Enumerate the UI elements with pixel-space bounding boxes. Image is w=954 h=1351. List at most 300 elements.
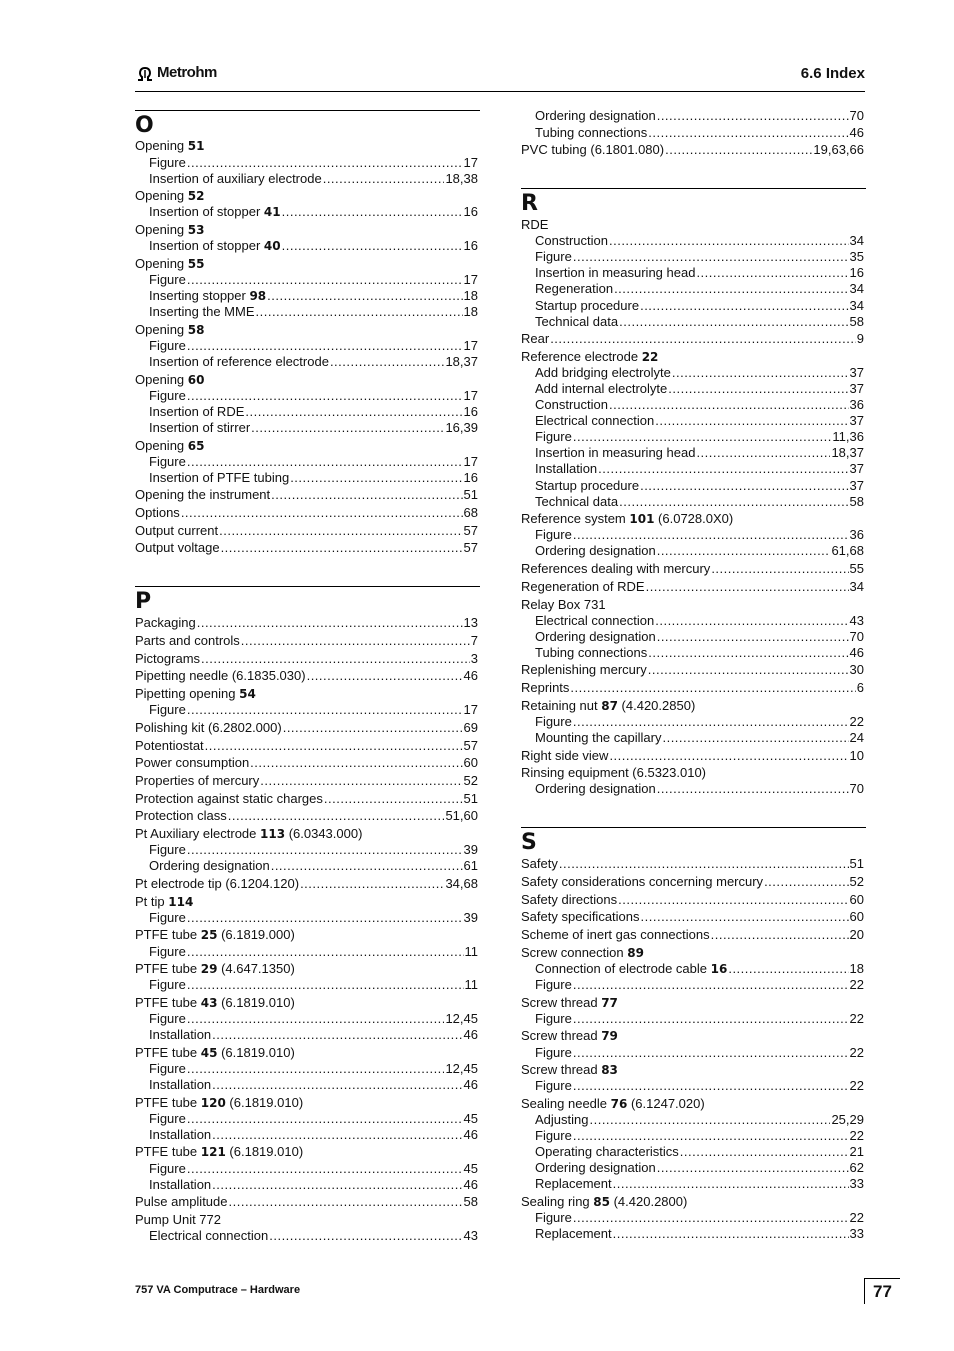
entry-item-number: 120 (200, 1096, 226, 1110)
index-entry (135, 487, 478, 503)
dot-leader (212, 1027, 462, 1043)
entry-text (135, 1111, 186, 1127)
entry-text (135, 808, 227, 824)
entry-text (135, 1095, 303, 1111)
entry-page-ref: 13 (463, 615, 478, 630)
entry-term: Add bridging electrolyte (535, 365, 671, 380)
index-subentry (521, 714, 864, 730)
dot-leader (212, 1077, 462, 1093)
dot-leader (696, 445, 830, 461)
entry-page-ref: 61,68 (831, 543, 864, 558)
entry-text (135, 238, 281, 254)
entry-text (521, 1210, 572, 1226)
entry-text (521, 579, 645, 595)
entry-item-number: 22 (641, 350, 659, 364)
dot-leader (619, 314, 848, 330)
entry-term: Polishing kit (6.2802.000) (135, 720, 282, 735)
index-entry (521, 892, 864, 908)
entry-page-ref: 33 (849, 1226, 864, 1241)
index-entry (135, 791, 478, 807)
entry-item-number: 16 (710, 962, 728, 976)
entry-text (521, 413, 654, 429)
entry-page-ref: 57 (463, 523, 478, 538)
index-subentry (521, 1112, 864, 1128)
index-subentry (521, 961, 864, 977)
entry-text (521, 680, 569, 696)
entry-text (521, 1226, 612, 1242)
index-entry (135, 1095, 478, 1111)
index-letter-heading: P (135, 589, 152, 614)
entry-page-ref: 17 (463, 388, 478, 403)
entry-term: Protection class (135, 808, 227, 823)
entry-term: Inserting the MME (149, 304, 255, 319)
dot-leader (657, 108, 849, 124)
entry-term: Safety specifications (521, 909, 640, 924)
dot-leader (728, 961, 848, 977)
index-entry (135, 826, 478, 842)
entry-term: Opening (135, 188, 188, 203)
entry-item-number: 89 (627, 946, 644, 960)
index-subentry (135, 404, 478, 420)
entry-item-number: 114 (168, 895, 194, 909)
entry-page-ref: 22 (849, 1128, 864, 1143)
dot-leader (228, 808, 445, 824)
index-entry (521, 909, 864, 925)
index-entry (521, 874, 864, 890)
dot-leader (187, 1011, 445, 1027)
dot-leader (609, 748, 848, 764)
dot-leader (251, 420, 444, 436)
entry-item-number: 76 (610, 1097, 628, 1111)
index-subentry (521, 265, 864, 281)
entry-page-ref: 17 (463, 454, 478, 469)
dot-leader (330, 354, 445, 370)
entry-term: Pt electrode tip (6.1204.120) (135, 876, 300, 891)
dot-leader (290, 470, 462, 486)
dot-leader (187, 155, 463, 171)
dot-leader (573, 1011, 849, 1027)
dot-leader (271, 858, 463, 874)
index-subentry (135, 238, 478, 254)
entry-page-ref: 22 (849, 1045, 864, 1060)
entry-term: Replacement (535, 1176, 612, 1191)
dot-leader (655, 613, 848, 629)
dot-leader (672, 365, 849, 381)
index-subentry (521, 1078, 864, 1094)
entry-term: Opening (135, 438, 188, 453)
dot-leader (187, 1061, 445, 1077)
entry-text (135, 1161, 186, 1177)
entry-text (135, 438, 204, 454)
entry-page-ref: 22 (849, 1011, 864, 1026)
entry-term: Tubing connections (535, 125, 648, 140)
entry-page-ref: 24 (849, 730, 864, 745)
entry-text (135, 454, 186, 470)
entry-text (521, 1112, 588, 1128)
entry-text (135, 668, 306, 684)
entry-text (135, 155, 186, 171)
entry-text (521, 977, 572, 993)
dot-leader (614, 281, 848, 297)
entry-page-ref: 34 (849, 579, 864, 594)
brand-logo (135, 64, 217, 81)
entry-term: Electrical connection (149, 1228, 269, 1243)
index-entry (521, 217, 864, 233)
index-entry (135, 927, 478, 943)
dot-leader (256, 304, 463, 320)
dot-leader (573, 977, 849, 993)
dot-leader (267, 288, 462, 304)
entry-term: Operating characteristics (535, 1144, 679, 1159)
dot-leader (573, 1210, 849, 1226)
index-subentry (135, 1011, 478, 1027)
index-subentry (521, 1128, 864, 1144)
dot-leader (657, 1160, 849, 1176)
dot-leader (205, 738, 463, 754)
entry-page-ref: 9 (856, 331, 864, 346)
entry-text (521, 365, 671, 381)
entry-term: Figure (149, 842, 186, 857)
index-entry (135, 1194, 478, 1210)
entry-term: Properties of mercury (135, 773, 260, 788)
entry-term: Relay Box 731 (521, 597, 606, 612)
entry-text (135, 470, 289, 486)
entry-page-ref: 18 (849, 961, 864, 976)
entry-page-ref: 60 (849, 909, 864, 924)
index-subentry (135, 977, 478, 993)
entry-page-ref: 36 (849, 527, 864, 542)
index-subentry (521, 445, 864, 461)
index-subentry (521, 629, 864, 645)
index-subentry (521, 233, 864, 249)
entry-page-ref: 51,60 (445, 808, 478, 823)
entry-item-number: 87 (601, 699, 618, 713)
index-subentry (521, 314, 864, 330)
entry-order-number: (6.1819.010) (217, 995, 295, 1010)
entry-page-ref: 19,63,66 (813, 142, 864, 157)
dot-leader (655, 413, 848, 429)
entry-text (135, 523, 218, 539)
dot-leader (573, 714, 849, 730)
entry-page-ref: 58 (849, 314, 864, 329)
entry-term: Connection of electrode cable (535, 961, 711, 976)
dot-leader (324, 791, 463, 807)
entry-term: Safety (521, 856, 558, 871)
entry-term: Insertion of PTFE tubing (149, 470, 290, 485)
entry-text (135, 773, 259, 789)
entry-term: Startup procedure (535, 478, 640, 493)
index-entry (135, 138, 478, 154)
entry-page-ref: 51 (463, 487, 478, 502)
entry-page-ref: 16 (463, 204, 478, 219)
entry-term: Ordering designation (535, 1160, 656, 1175)
entry-order-number: (6.1819.010) (217, 1045, 295, 1060)
entry-page-ref: 34 (849, 281, 864, 296)
entry-page-ref: 18 (463, 288, 478, 303)
entry-page-ref: 16 (463, 404, 478, 419)
entry-item-number: 65 (187, 439, 205, 453)
entry-order-number: (6.1819.010) (225, 1095, 304, 1110)
entry-term: Insertion of stirrer (149, 420, 251, 435)
entry-page-ref: 57 (463, 738, 478, 753)
dot-leader (187, 842, 463, 858)
entry-text (521, 561, 710, 577)
index-subentry (135, 842, 478, 858)
index-subentry (135, 1127, 478, 1143)
entry-page-ref: 22 (849, 977, 864, 992)
index-entry (135, 222, 478, 238)
entry-text (521, 381, 667, 397)
index-entry (135, 738, 478, 754)
entry-page-ref: 46 (463, 1077, 478, 1092)
entry-term: Electrical connection (535, 613, 655, 628)
dot-leader (245, 404, 462, 420)
entry-text (521, 494, 618, 510)
entry-page-ref: 22 (849, 1078, 864, 1093)
entry-order-number: (4.647.1350) (217, 961, 295, 976)
entry-term: Figure (535, 1011, 572, 1026)
entry-order-number: (4.420.2800) (609, 1194, 688, 1209)
entry-term: Construction (535, 233, 608, 248)
index-subentry (521, 461, 864, 477)
index-entry (521, 1062, 864, 1078)
entry-text (521, 961, 727, 977)
entry-term: Opening the instrument (135, 487, 271, 502)
dot-leader (550, 331, 856, 347)
index-subentry (521, 381, 864, 397)
dot-leader (589, 1112, 830, 1128)
dot-leader (573, 429, 832, 445)
dot-leader (641, 909, 849, 925)
dot-leader (212, 1127, 462, 1143)
index-entry (135, 615, 478, 631)
index-entry (521, 1096, 864, 1112)
index-entry (521, 698, 864, 714)
entry-term: Figure (535, 527, 572, 542)
entry-term: Figure (535, 429, 572, 444)
entry-text (135, 826, 362, 842)
entry-page-ref: 39 (463, 842, 478, 857)
entry-page-ref: 37 (849, 478, 864, 493)
index-subentry (521, 413, 864, 429)
index-subentry (521, 1011, 864, 1027)
entry-text (521, 698, 695, 714)
dot-leader (640, 298, 848, 314)
dot-leader (680, 1144, 849, 1160)
entry-item-number: 29 (200, 962, 218, 976)
entry-text (135, 354, 329, 370)
entry-term: Screw thread (521, 1062, 602, 1077)
dot-leader (573, 1128, 849, 1144)
entry-term: Reference system (521, 511, 630, 526)
index-entry (521, 662, 864, 678)
entry-term: Installation (149, 1127, 212, 1142)
index-subentry (135, 155, 478, 171)
entry-order-number: (6.1819.000) (217, 927, 295, 942)
index-subentry (135, 702, 478, 718)
entry-term: Pipetting opening (135, 686, 240, 701)
entry-text (135, 1061, 186, 1077)
entry-text (521, 233, 608, 249)
section-title: 6.6 Index (800, 65, 865, 82)
index-subentry (135, 420, 478, 436)
entry-text (521, 1194, 687, 1210)
index-subentry (521, 281, 864, 297)
entry-text (521, 597, 606, 613)
entry-term: Figure (535, 1210, 572, 1225)
entry-page-ref: 34,68 (445, 876, 478, 891)
entry-term: Replenishing mercury (521, 662, 647, 677)
dot-leader (187, 702, 463, 718)
entry-page-ref: 22 (849, 714, 864, 729)
entry-text (521, 478, 639, 494)
entry-text (135, 876, 299, 892)
entry-page-ref: 34 (849, 233, 864, 248)
entry-term: Pt Auxiliary electrode (135, 826, 261, 841)
dot-leader (662, 730, 848, 746)
dot-leader (696, 265, 848, 281)
index-subentry (521, 298, 864, 314)
index-subentry (135, 354, 478, 370)
entry-page-ref: 46 (849, 125, 864, 140)
entry-page-ref: 37 (849, 413, 864, 428)
entry-text (135, 927, 295, 943)
index-subentry (521, 543, 864, 559)
entry-text (521, 1062, 618, 1078)
entry-term: Packaging (135, 615, 196, 630)
index-subentry (521, 781, 864, 797)
entry-term: PTFE tube (135, 927, 201, 942)
entry-text (135, 505, 180, 521)
index-subentry (521, 494, 864, 510)
entry-page-ref: 46 (463, 1027, 478, 1042)
entry-text (135, 995, 295, 1011)
dot-leader (212, 1177, 462, 1193)
dot-leader (570, 680, 855, 696)
entry-text (521, 543, 656, 559)
section-divider (521, 188, 866, 189)
entry-term: Electrical connection (535, 413, 655, 428)
dot-leader (619, 494, 848, 510)
entry-text (135, 1194, 228, 1210)
index-subentry (135, 1027, 478, 1043)
index-entry (135, 668, 478, 684)
entry-term: PTFE tube (135, 995, 201, 1010)
entry-term: Inserting stopper (149, 288, 250, 303)
index-entry (135, 651, 478, 667)
entry-page-ref: 69 (463, 720, 478, 735)
entry-page-ref: 57 (463, 540, 478, 555)
entry-text (521, 765, 706, 781)
entry-page-ref: 45 (463, 1111, 478, 1126)
entry-term: Technical data (535, 314, 619, 329)
dot-leader (187, 388, 463, 404)
entry-term: Startup procedure (535, 298, 640, 313)
entry-term: Regeneration of RDE (521, 579, 645, 594)
index-entry (135, 808, 478, 824)
dot-leader (187, 272, 463, 288)
entry-text (135, 388, 186, 404)
index-subentry (135, 470, 478, 486)
index-entry (521, 945, 864, 961)
index-subentry (135, 1177, 478, 1193)
entry-page-ref: 46 (849, 645, 864, 660)
dot-leader (609, 233, 849, 249)
dot-leader (648, 662, 849, 678)
entry-page-ref: 3 (470, 651, 478, 666)
index-subentry (521, 977, 864, 993)
entry-page-ref: 11 (464, 977, 478, 992)
dot-leader (271, 487, 462, 503)
dot-leader (598, 461, 848, 477)
index-subentry (521, 1176, 864, 1192)
entry-text (521, 730, 661, 746)
entry-term: Figure (535, 1045, 572, 1060)
entry-item-number: 54 (239, 687, 256, 701)
dot-leader (197, 615, 463, 631)
entry-item-number: 58 (187, 323, 205, 337)
entry-text (135, 304, 255, 320)
entry-term: Mounting the capillary (535, 730, 662, 745)
entry-term: Potentiostat (135, 738, 204, 753)
entry-page-ref: 18,37 (831, 445, 864, 460)
dot-leader (573, 1078, 849, 1094)
entry-text (521, 1144, 679, 1160)
index-entry (521, 995, 864, 1011)
index-subentry (135, 1111, 478, 1127)
entry-page-ref: 17 (463, 702, 478, 717)
entry-page-ref: 18,37 (445, 354, 478, 369)
entry-term: Figure (149, 944, 186, 959)
entry-text (521, 714, 572, 730)
index-entry (135, 686, 478, 702)
entry-term: Insertion in measuring head (535, 445, 696, 460)
entry-text (521, 1045, 572, 1061)
dot-leader (665, 142, 812, 158)
entry-term: Insertion of reference electrode (149, 354, 329, 369)
entry-term: Rinsing equipment (6.5323.010) (521, 765, 707, 780)
index-entry (521, 856, 864, 872)
entry-page-ref: 16,39 (445, 420, 478, 435)
index-entry (135, 1045, 478, 1061)
dot-leader (657, 781, 849, 797)
entry-term: Insertion of stopper (149, 238, 264, 253)
entry-term: Installation (535, 461, 598, 476)
entry-term: Sealing needle (521, 1096, 611, 1111)
entry-item-number: 77 (601, 996, 618, 1010)
entry-item-number: 121 (200, 1145, 226, 1159)
entry-page-ref: 45 (463, 1161, 478, 1176)
entry-text (521, 445, 695, 461)
entry-text (135, 910, 186, 926)
index-entry (135, 755, 478, 771)
entry-page-ref: 12,45 (445, 1061, 478, 1076)
entry-text (521, 349, 658, 365)
entry-page-ref: 16 (849, 265, 864, 280)
metrohm-omega-icon (135, 65, 155, 81)
index-subentry (521, 397, 864, 413)
section-divider (135, 110, 480, 111)
index-subentry (521, 108, 864, 124)
index-entry (135, 876, 478, 892)
entry-page-ref: 43 (849, 613, 864, 628)
entry-term: Opening (135, 322, 188, 337)
entry-term: Figure (149, 1061, 186, 1076)
entry-term: Reprints (521, 680, 570, 695)
entry-text (135, 288, 266, 304)
index-subentry (521, 125, 864, 141)
entry-term: Opening (135, 138, 188, 153)
